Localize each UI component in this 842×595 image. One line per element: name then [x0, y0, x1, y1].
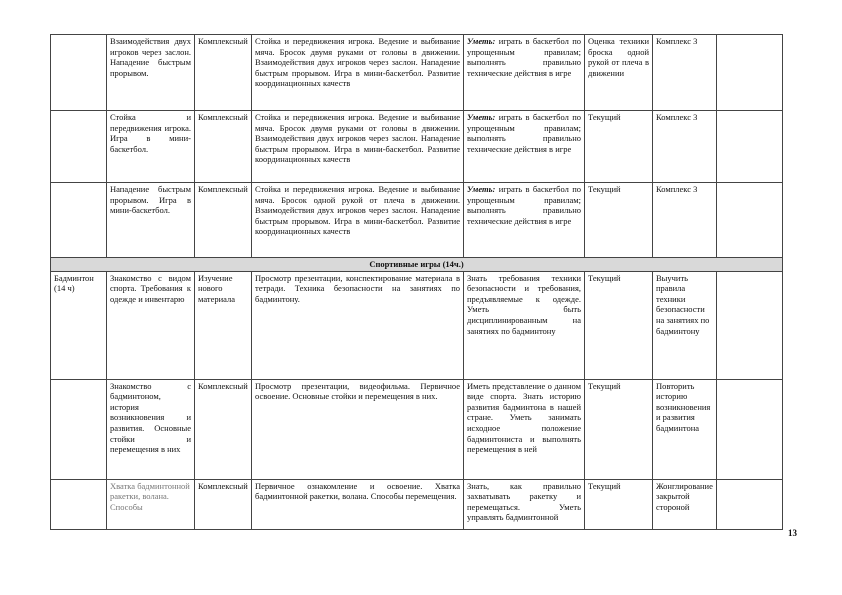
table-row: [51, 379, 783, 479]
extra-cell: [717, 271, 783, 379]
content-cell: Просмотр презентации, конспектирование материала в тетради. Техника безопасности на занятиях по бадминтону.: [252, 271, 464, 379]
skills-label: Уметь:: [467, 36, 496, 46]
topic-cell: Нападение быстрым прорывом. Игра в мини-баскетбол.: [107, 183, 195, 258]
section-title: Спортивные игры (14ч.): [51, 258, 783, 272]
content-cell: Стойка и передвижения игрока. Ведение и выбивание мяча. Бросок одной рукой от плеча в движении. Взаимодействия двух игроков через заслон. Нападение быстрым прорывом. Игра в мини-баскетбол. Развитие координационных качеств: [252, 183, 464, 258]
type-cell: Комплексный: [195, 183, 252, 258]
homework-cell: Жонглирование закрытой стороной: [653, 479, 717, 529]
homework-cell: Комплекс 3: [653, 111, 717, 183]
section-cell: [51, 379, 107, 479]
section-cell: Бадминтон (14 ч): [51, 271, 107, 379]
topic-cell: Стойка и передвижения игрока. Игра в мини-баскетбол.: [107, 111, 195, 183]
type-cell: Комплексный: [195, 379, 252, 479]
type-cell: Комплексный: [195, 479, 252, 529]
skills-cell: [464, 183, 585, 258]
homework-cell: Комплекс 3: [653, 35, 717, 111]
skills-label: Уметь:: [467, 184, 496, 194]
skills-label: Уметь:: [467, 112, 496, 122]
control-cell: Оценка техники броска одной рукой от плеча в движении: [585, 35, 653, 111]
content-cell: Стойка и передвижения игрока. Ведение и выбивание мяча. Бросок двумя руками от головы в движении. Взаимодействия двух игроков через заслон. Нападение быстрым прорывом. Игра в мини-баскетбол. Развитие координационных качеств: [252, 111, 464, 183]
skills-text: играть в баскетбол по упрощенным правилам; выполнять правильно технические действия в игре: [467, 112, 581, 154]
extra-cell: [717, 479, 783, 529]
skills-cell: Знать, как правильно захватывать ракетку и перемещаться. Уметь управлять бадминтонной: [464, 479, 585, 529]
topic-cell: Знакомство с бадминтоном, история возникновения и развития. Основные стойки и перемещения в них: [107, 379, 195, 479]
extra-cell: [717, 183, 783, 258]
skills-text: играть в баскетбол по упрощенным правилам; выполнять правильно технические действия в игре: [467, 36, 581, 78]
type-cell: Комплексный: [195, 35, 252, 111]
control-cell: Текущий: [585, 271, 653, 379]
section-cell: [51, 183, 107, 258]
table-row: [51, 271, 783, 379]
control-cell: Текущий: [585, 479, 653, 529]
content-cell: Стойка и передвижения игрока. Ведение и выбивание мяча. Бросок двумя руками от головы в движении. Взаимодействия двух игроков через заслон. Нападение быстрым прорывом. Игра в мини-баскетбол. Развитие координационных качеств: [252, 35, 464, 111]
control-cell: Текущий: [585, 111, 653, 183]
type-cell: Комплексный: [195, 111, 252, 183]
topic-cell: Хватка бадминтонной ракетки, волана. Способы: [107, 479, 195, 529]
section-header-row: [51, 258, 783, 272]
skills-cell: [464, 35, 585, 111]
page-number: 13: [788, 528, 797, 538]
homework-cell: Комплекс 3: [653, 183, 717, 258]
control-cell: Текущий: [585, 183, 653, 258]
table-row: [51, 111, 783, 183]
section-cell: [51, 35, 107, 111]
skills-text: играть в баскетбол по упрощенным правилам; выполнять правильно технические действия в игре: [467, 184, 581, 226]
control-cell: Текущий: [585, 379, 653, 479]
section-cell: [51, 479, 107, 529]
homework-cell: Выучить правила техники безопасности на занятиях по бадминтону: [653, 271, 717, 379]
lesson-plan-table: [50, 34, 783, 530]
skills-cell: Иметь представление о данном виде спорта. Знать историю развития бадминтона в нашей стране. Уметь занимать исходное положение бадминтониста и выполнять перемещения в ней: [464, 379, 585, 479]
content-cell: Просмотр презентации, видеофильма. Первичное освоение. Основные стойки и перемещения в них.: [252, 379, 464, 479]
extra-cell: [717, 35, 783, 111]
table-row: [51, 183, 783, 258]
skills-cell: Знать требования техники безопасности и требования, предъявляемые к одежде. Уметь быть дисциплинированным на занятиях по бадминтону: [464, 271, 585, 379]
table-row: [51, 479, 783, 529]
topic-cell: Взаимодействия двух игроков через заслон. Нападение быстрым прорывом.: [107, 35, 195, 111]
skills-cell: [464, 111, 585, 183]
extra-cell: [717, 111, 783, 183]
content-cell: Первичное ознакомление и освоение. Хватка бадминтонной ракетки, волана. Способы перемещения.: [252, 479, 464, 529]
topic-cell: Знакомство с видом спорта. Требования к одежде и инвентарю: [107, 271, 195, 379]
table-row: [51, 35, 783, 111]
extra-cell: [717, 379, 783, 479]
section-cell: [51, 111, 107, 183]
homework-cell: Повторить историю возникновения и развития бадминтона: [653, 379, 717, 479]
type-cell: Изучение нового материала: [195, 271, 252, 379]
